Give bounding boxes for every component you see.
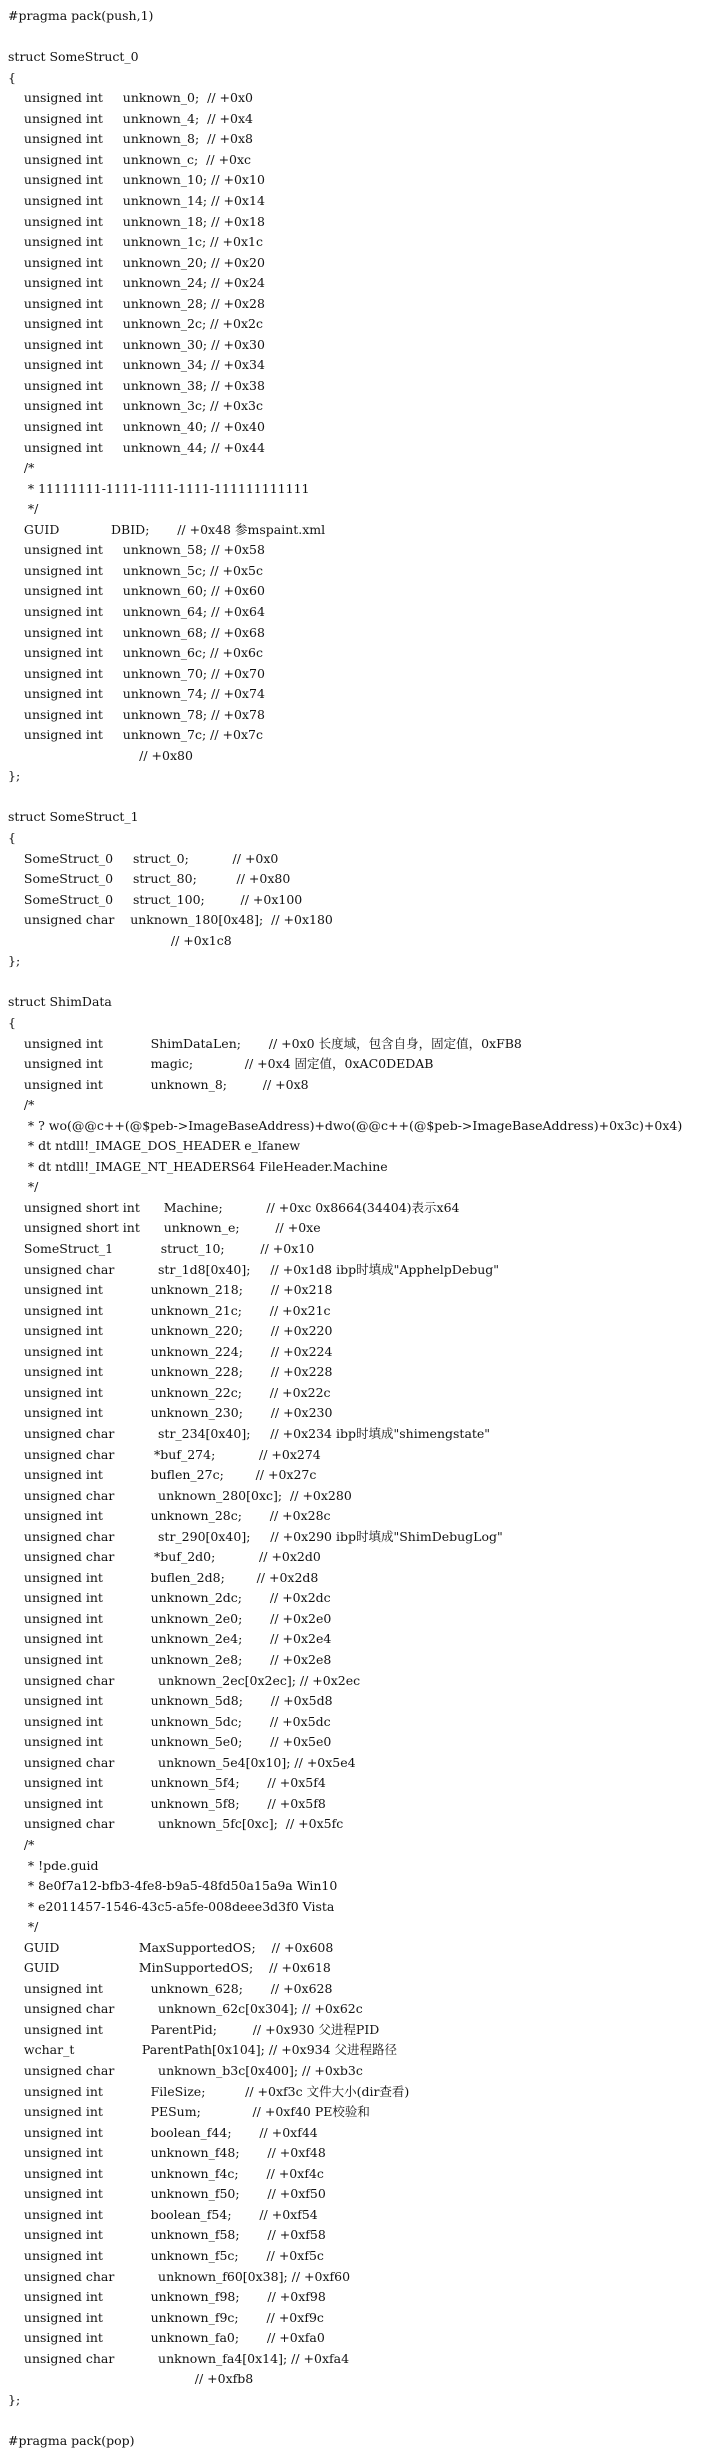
code-line: unsigned int unknown_f9c; // +0xf9c <box>8 2309 324 2325</box>
code-line: unsigned int unknown_f5c; // +0xf5c <box>8 2247 324 2263</box>
code-line: unsigned int unknown_7c; // +0x7c <box>8 727 263 743</box>
code-line: unsigned int unknown_44; // +0x44 <box>8 439 265 455</box>
code-line: unsigned int unknown_74; // +0x74 <box>8 686 265 702</box>
code-line: unsigned int buflen_27c; // +0x27c <box>8 1467 317 1483</box>
code-line: unsigned int ParentPid; // +0x930 父进程PID <box>8 2021 380 2037</box>
code-line: unsigned int unknown_6c; // +0x6c <box>8 645 263 661</box>
code-line: unsigned int boolean_f54; // +0xf54 <box>8 2206 318 2222</box>
code-line: unsigned int magic; // +0x4 固定值，0xAC0DEDAB <box>8 1056 434 1072</box>
code-line: unsigned int unknown_28; // +0x28 <box>8 295 265 311</box>
code-line: * dt ntdll!_IMAGE_NT_HEADERS64 FileHeader.Machine <box>8 1158 388 1174</box>
code-line: }; <box>8 953 21 969</box>
code-line: { <box>8 830 16 845</box>
code-line: #pragma pack(pop) <box>8 2432 135 2448</box>
code-line: unsigned int unknown_5d8; // +0x5d8 <box>8 1693 333 1709</box>
code-line: unsigned int unknown_5dc; // +0x5dc <box>8 1713 331 1729</box>
code-line: */ <box>8 501 39 517</box>
code-line: unsigned char unknown_f60[0x38]; // +0xf60 <box>8 2268 351 2284</box>
code-line: unsigned int unknown_24; // +0x24 <box>8 275 265 291</box>
code-line: struct ShimData <box>8 994 112 1010</box>
code-line: unsigned int unknown_18; // +0x18 <box>8 213 265 229</box>
code-line: // +0x80 <box>8 747 193 763</box>
code-line: unsigned int unknown_4; // +0x4 <box>8 110 253 126</box>
code-line: unsigned int unknown_1c; // +0x1c <box>8 234 263 250</box>
code-line: /* <box>8 1097 35 1113</box>
code-line: /* <box>8 460 35 476</box>
code-line: * !pde.guid <box>8 1857 99 1873</box>
code-line: unsigned char unknown_5e4[0x10]; // +0x5e4 <box>8 1754 356 1770</box>
code-line: * 8e0f7a12-bfb3-4fe8-b9a5-48fd50a15a9a Win10 <box>8 1878 338 1894</box>
code-line: unsigned int boolean_f44; // +0xf44 <box>8 2124 318 2140</box>
code-line: unsigned int unknown_2e4; // +0x2e4 <box>8 1631 332 1647</box>
code-line: unsigned int unknown_2e8; // +0x2e8 <box>8 1652 332 1667</box>
code-line: */ <box>8 1179 39 1195</box>
code-line: unsigned int unknown_5e0; // +0x5e0 <box>8 1734 332 1750</box>
code-line: unsigned int unknown_58; // +0x58 <box>8 542 265 558</box>
code-line: { <box>8 69 16 85</box>
code-line: unsigned int unknown_f4c; // +0xf4c <box>8 2165 324 2181</box>
code-line: unsigned int unknown_20; // +0x20 <box>8 254 265 270</box>
code-line: unsigned char str_234[0x40]; // +0x234 ibp时填成"shimengstate" <box>8 1425 491 1441</box>
code-line: unsigned char str_290[0x40]; // +0x290 ibp时填成"ShimDebugLog" <box>8 1528 503 1544</box>
code-line: * dt ntdll!_IMAGE_DOS_HEADER e_lfanew <box>8 1138 301 1154</box>
code-line: unsigned char unknown_5fc[0xc]; // +0x5fc <box>8 1816 344 1832</box>
code-line: unsigned int unknown_2e0; // +0x2e0 <box>8 1610 332 1626</box>
code-line: unsigned int unknown_c; // +0xc <box>8 151 252 167</box>
code-line: unsigned int unknown_22c; // +0x22c <box>8 1384 331 1400</box>
code-line: unsigned char unknown_180[0x48]; // +0x180 <box>8 912 333 928</box>
code-line: unsigned char *buf_274; // +0x274 <box>8 1446 321 1462</box>
code-line: unsigned int unknown_34; // +0x34 <box>8 357 265 373</box>
code-line: unsigned char unknown_2ec[0x2ec]; // +0x2ec <box>8 1672 361 1688</box>
code-line: unsigned short int Machine; // +0xc 0x8664(34404)表示x64 <box>8 1199 460 1215</box>
code-line: SomeStruct_0 struct_100; // +0x100 <box>8 891 303 907</box>
code-line: unsigned int unknown_f48; // +0xf48 <box>8 2145 326 2161</box>
code-line: unsigned int unknown_f50; // +0xf50 <box>8 2186 326 2202</box>
code-line: SomeStruct_0 struct_80; // +0x80 <box>8 871 291 887</box>
code-line: unsigned int unknown_78; // +0x78 <box>8 706 265 722</box>
code-line: unsigned int PESum; // +0xf40 PE校验和 <box>8 2104 370 2120</box>
code-line: unsigned int unknown_10; // +0x10 <box>8 172 265 188</box>
code-line: unsigned int unknown_0; // +0x0 <box>8 90 253 106</box>
code-line: GUID DBID; // +0x48 参mspaint.xml <box>8 521 326 537</box>
code-line: wchar_t ParentPath[0x104]; // +0x934 父进程路径 <box>8 2042 398 2058</box>
code-line: GUID MinSupportedOS; // +0x618 <box>8 1960 331 1976</box>
code-line: unsigned int unknown_5f4; // +0x5f4 <box>8 1775 326 1791</box>
code-line: * e2011457-1546-43c5-a5fe-008deee3d3f0 Vista <box>8 1898 335 1914</box>
code-line: unsigned int unknown_fa0; // +0xfa0 <box>8 2330 325 2346</box>
code-line: // +0x1c8 <box>8 932 232 948</box>
code-line: SomeStruct_0 struct_0; // +0x0 <box>8 850 279 866</box>
code-line: unsigned int unknown_30; // +0x30 <box>8 336 265 352</box>
code-line: unsigned int unknown_5f8; // +0x5f8 <box>8 1795 326 1811</box>
code-line: unsigned char str_1d8[0x40]; // +0x1d8 ibp时填成"ApphelpDebug" <box>8 1261 500 1277</box>
code-line: */ <box>8 1919 39 1935</box>
code-line: SomeStruct_1 struct_10; // +0x10 <box>8 1241 315 1256</box>
code-line: unsigned char unknown_fa4[0x14]; // +0xfa4 <box>8 2350 350 2366</box>
code-line: unsigned char unknown_280[0xc]; // +0x280 <box>8 1487 352 1503</box>
code-line: unsigned int unknown_28c; // +0x28c <box>8 1508 331 1524</box>
code-line: unsigned int FileSize; // +0xf3c 文件大小(dir查看) <box>8 2083 410 2099</box>
code-line: unsigned int unknown_38; // +0x38 <box>8 377 265 393</box>
code-line: { <box>8 1014 16 1030</box>
code-line: unsigned int unknown_3c; // +0x3c <box>8 398 263 414</box>
code-line: unsigned int unknown_8; // +0x8 <box>8 1076 309 1092</box>
code-line: unsigned int unknown_68; // +0x68 <box>8 624 265 640</box>
code-line: }; <box>8 768 21 784</box>
code-line: unsigned int unknown_224; // +0x224 <box>8 1343 333 1359</box>
code-line: unsigned int unknown_2dc; // +0x2dc <box>8 1590 331 1606</box>
code-line: unsigned int unknown_228; // +0x228 <box>8 1364 333 1380</box>
code-line: unsigned int unknown_220; // +0x220 <box>8 1323 333 1339</box>
code-line: unsigned int unknown_230; // +0x230 <box>8 1405 333 1421</box>
code-line: * 11111111-1111-1111-1111-111111111111 <box>8 480 310 496</box>
code-line: unsigned int unknown_21c; // +0x21c <box>8 1302 331 1318</box>
code-line: unsigned int unknown_f98; // +0xf98 <box>8 2289 326 2305</box>
code-line: unsigned char *buf_2d0; // +0x2d0 <box>8 1549 321 1565</box>
code-line: #pragma pack(push,1) <box>8 8 154 23</box>
code-line: struct SomeStruct_0 <box>8 49 139 65</box>
code-line: unsigned char unknown_b3c[0x400]; // +0xb3c <box>8 2063 363 2078</box>
code-line: unsigned int ShimDataLen; // +0x0 长度域，包含自身，固定值，0xFB8 <box>8 1035 522 1051</box>
code-line: unsigned int unknown_40; // +0x40 <box>8 419 265 434</box>
code-line: * ? wo(@@c++(@$peb->ImageBaseAddress)+dwo(@@c++(@$peb->ImageBaseAddress)+0x3c)+0x4) <box>8 1117 683 1133</box>
code-line: unsigned int unknown_70; // +0x70 <box>8 665 265 681</box>
code-line: unsigned char unknown_62c[0x304]; // +0x62c <box>8 2001 363 2017</box>
code-line: unsigned int unknown_2c; // +0x2c <box>8 316 263 332</box>
code-line: unsigned int unknown_f58; // +0xf58 <box>8 2227 326 2243</box>
code-line: unsigned short int unknown_e; // +0xe <box>8 1220 321 1236</box>
code-line: unsigned int unknown_628; // +0x628 <box>8 1980 333 1996</box>
code-line: // +0xfb8 <box>8 2371 254 2387</box>
code-line: /* <box>8 1836 35 1852</box>
code-line: unsigned int unknown_218; // +0x218 <box>8 1282 333 1298</box>
code-line: GUID MaxSupportedOS; // +0x608 <box>8 1939 334 1955</box>
code-line: unsigned int unknown_8; // +0x8 <box>8 131 253 147</box>
code-line: unsigned int unknown_14; // +0x14 <box>8 192 265 208</box>
code-line: unsigned int unknown_64; // +0x64 <box>8 603 265 619</box>
code-line: struct SomeStruct_1 <box>8 809 139 825</box>
code-line: }; <box>8 2391 21 2407</box>
code-line: unsigned int buflen_2d8; // +0x2d8 <box>8 1569 319 1585</box>
code-line: unsigned int unknown_60; // +0x60 <box>8 583 265 599</box>
code-line: unsigned int unknown_5c; // +0x5c <box>8 562 263 578</box>
